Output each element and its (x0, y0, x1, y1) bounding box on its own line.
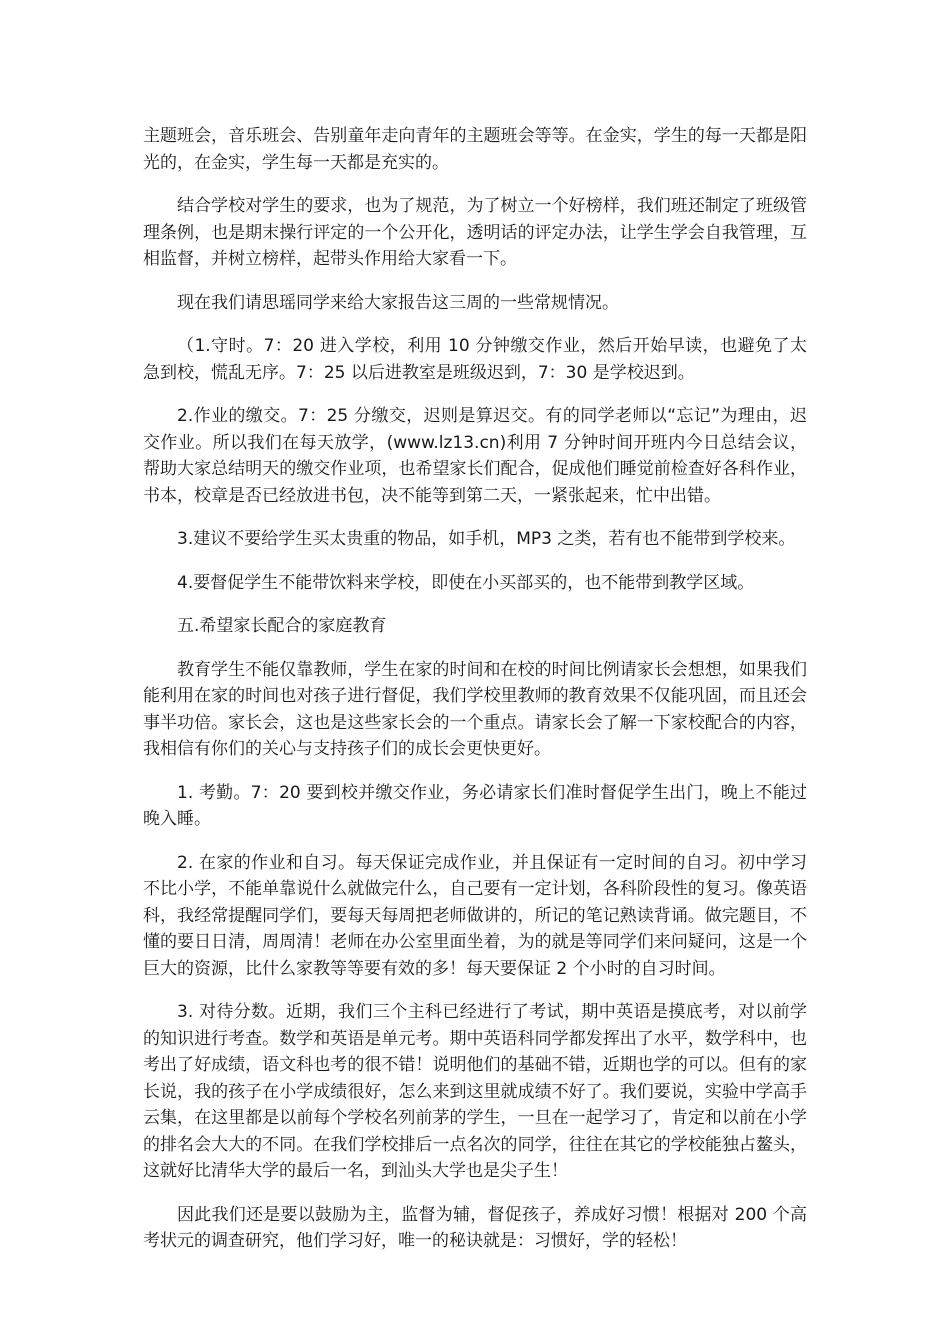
paragraph-report-intro: 现在我们请思瑶同学来给大家报告这三周的一些常规情况。 (177, 292, 619, 313)
paragraph-grades: 3. 对待分数。近期，我们三个主科已经进行了考试，期中英语是摸底考，对以前学的知识进行考查。数学和英语是单元考。期中英语科同学都发挥出了水平，数学科中，也考出了好成绩，语文科也考的很不错！说明他们的基础不错，近期也学的可以。但有的家长说，我的孩子在小学成绩很好，怎么来到这里就成绩不好了。我们要说，实验中学高手云集，在这里都是以前每个学校名列前茅的学生，一旦在一起学习了，肯定和以前在小学的排名会大大的不同。在我们学校排后一点名次的同学，往往在其它的学校能独占鳌头，这就好比清华大学的最后一名，到汕头大学也是尖子生！ (143, 1002, 807, 1181)
paragraph-class-rules: 结合学校对学生的要求，也为了规范，为了树立一个好榜样，我们班还制定了班级管理条例，也是期末操行评定的一个公开化，透明话的评定办法，让学生学会自我管理，互相监督，并树立榜样，起带头作用给大家看一下。 (143, 196, 807, 269)
paragraph-valuables: 3.建议不要给学生买太贵重的物品，如手机，MP3 之类，若有也不能带到学校来。 (177, 529, 796, 549)
paragraph-family-education: 教育学生不能仅靠教师，学生在家的时间和在校的时间比例请家长会想想，如果我们能利用在家的时间也对孩子进行督促，我们学校里教师的教育效果不仅能巩固，而且还会事半功倍。家长会，这也是这些家长会的一个重点。请家长会了解一下家校配合的内容，我相信有你们的关心与支持孩子们的成长会更快更好。 (143, 659, 807, 759)
paragraph-continuation: 主题班会，音乐班会、告别童年走向青年的主题班会等等。在金实，学生的每一天都是阳光的，在金实，学生每一天都是充实的。 (143, 126, 807, 173)
paragraph-homework-submission: 2.作业的缴交。7：25 分缴交，迟则是算迟交。有的同学老师以“忘记”为理由，迟交作业。所以我们在每天放学，(www.lz13.cn)利用 7 分钟时间开班内今日总结会议，帮助大家总结明天的缴交作业项，也希望家长们配合，促成他们睡觉前检查好各科作业，书本，校章是否已经放进书包，决不能等到第二天，一紧张起来，忙中出错。 (143, 406, 807, 506)
paragraph-drinks: 4.要督促学生不能带饮料来学校，即使在小买部买的，也不能带到教学区域。 (177, 572, 755, 593)
paragraph-punctuality: （1.守时。7：20 进入学校，利用 10 分钟缴交作业，然后开始早读，也避免了太急到校，慌乱无序。7：25 以后进教室是班级迟到，7：30 是学校迟到。 (143, 336, 807, 383)
paragraph-home-study: 2. 在家的作业和自习。每天保证完成作业，并且保证有一定时间的自习。初中学习不比小学，不能单靠说什么就做完什么，自己要有一定计划，各科阶段性的复习。像英语科，我经常提醒同学们，要每天每周把老师做讲的，所记的笔记熟读背诵。做完题目，不懂的要日日清，周周清！老师在办公室里面坐着，为的就是等同学们来问疑问，这是一个巨大的资源，比什么家教等等要有效的多！每天要保证 2 个小时的自习时间。 (143, 852, 807, 979)
paragraph-conclusion: 因此我们还是要以鼓励为主，监督为辅，督促孩子，养成好习惯！根据对 200 个高考状元的调查研究，他们学习好，唯一的秘诀就是：习惯好，学的轻松！ (143, 1204, 807, 1251)
paragraph-attendance: 1. 考勤。7：20 要到校并缴交作业，务必请家长们准时督促学生出门，晚上不能过晚入睡。 (143, 782, 807, 829)
section-heading-family-education: 五.希望家长配合的家庭教育 (177, 616, 387, 636)
document-body (143, 123, 807, 1272)
